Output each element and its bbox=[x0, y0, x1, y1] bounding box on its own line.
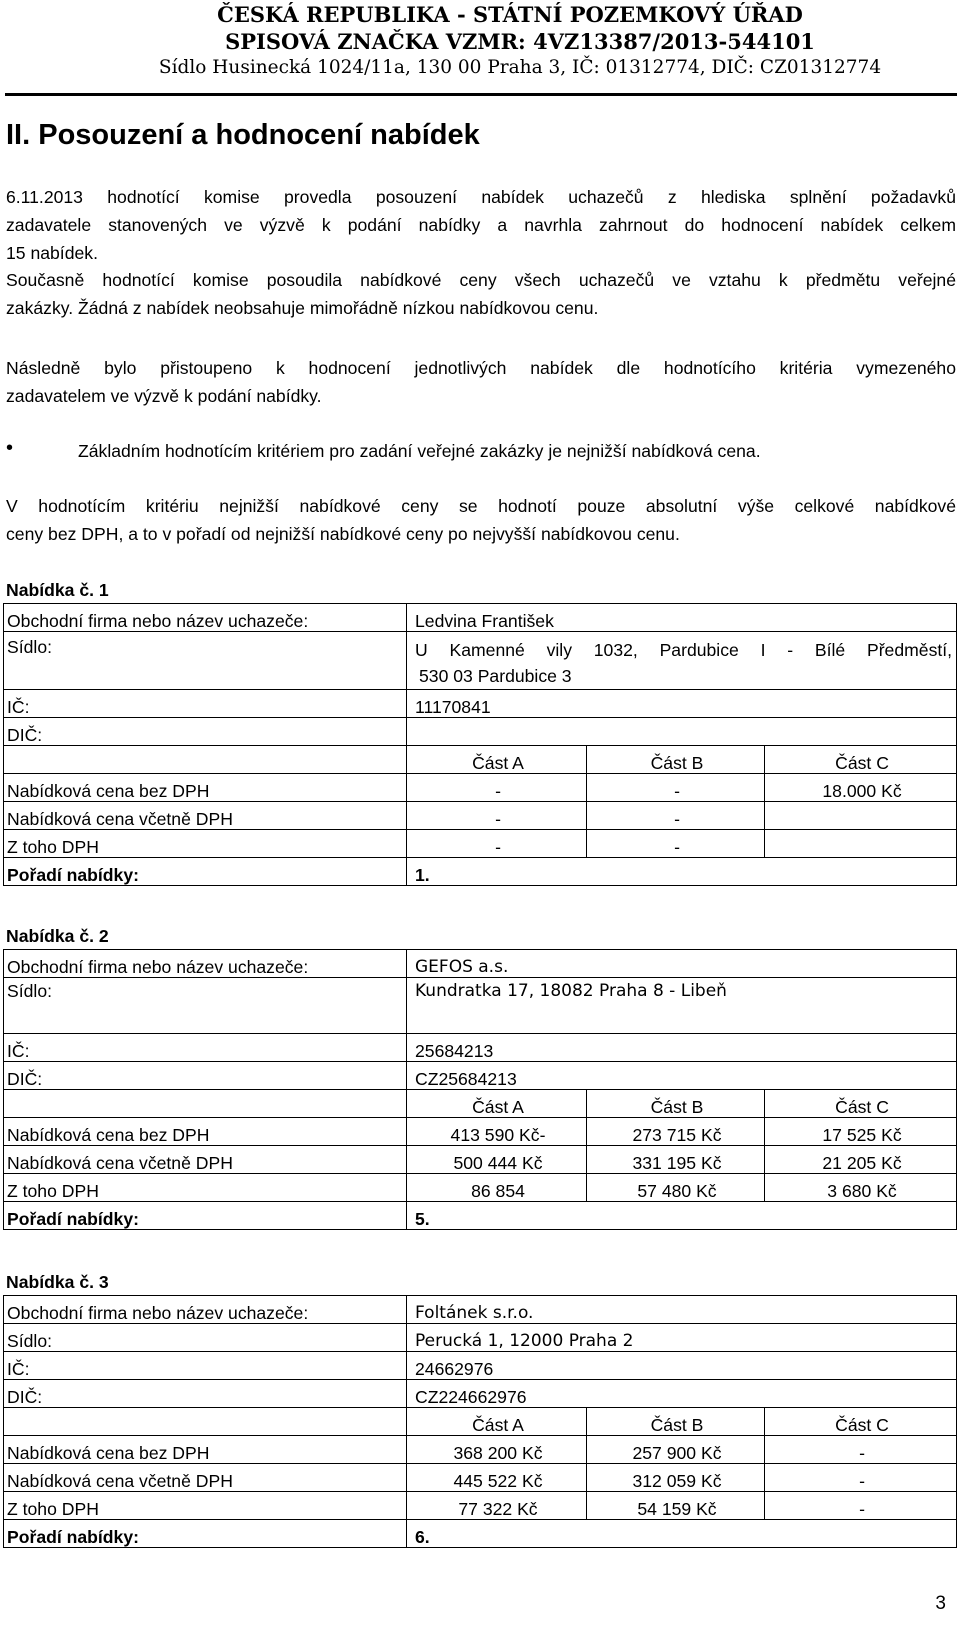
part-c-header: Část C bbox=[765, 746, 957, 774]
label-price-ex: Nabídková cena bez DPH bbox=[4, 1436, 407, 1464]
offer-rank: 1. bbox=[407, 858, 957, 886]
price-ex-a: 413 590 Kč- bbox=[407, 1118, 587, 1146]
offer-firm: Foltánek s.r.o. bbox=[407, 1296, 957, 1324]
offer-heading: Nabídka č. 1 bbox=[6, 580, 109, 600]
offer-dic bbox=[407, 718, 957, 746]
label-seat: Sídlo: bbox=[4, 978, 407, 1034]
label-rank: Pořadí nabídky: bbox=[4, 1202, 407, 1230]
label-price-ex: Nabídková cena bez DPH bbox=[4, 1118, 407, 1146]
label-vat: Z toho DPH bbox=[4, 1174, 407, 1202]
price-inc-b: 331 195 Kč bbox=[587, 1146, 765, 1174]
vat-a: 77 322 Kč bbox=[407, 1492, 587, 1520]
criterion-bullet: Základním hodnotícím kritériem pro zadání veřejné zakázky je nejnižší nabídková cena. bbox=[78, 441, 761, 461]
offer-table-2 bbox=[3, 949, 957, 1230]
paragraph-line: Současně hodnotící komise posoudila nabídkové ceny všech uchazečů ve vztahu k předmětu veřejné bbox=[6, 270, 956, 290]
page-number: 3 bbox=[935, 1593, 946, 1614]
offer-seat-line1: U Kamenné vily 1032, Pardubice I - Bílé Předměstí, bbox=[415, 640, 953, 660]
part-b-header: Část B bbox=[587, 1408, 765, 1436]
label-price-inc: Nabídková cena včetně DPH bbox=[4, 1464, 407, 1492]
price-inc-a: 445 522 Kč bbox=[407, 1464, 587, 1492]
part-c-header: Část C bbox=[765, 1408, 957, 1436]
offer-table-1 bbox=[3, 603, 957, 886]
part-a-header: Část A bbox=[407, 746, 587, 774]
price-ex-b: 273 715 Kč bbox=[587, 1118, 765, 1146]
label-rank: Pořadí nabídky: bbox=[4, 858, 407, 886]
offer-heading: Nabídka č. 3 bbox=[6, 1272, 109, 1292]
price-ex-a: 368 200 Kč bbox=[407, 1436, 587, 1464]
paragraph-line: 6.11.2013 hodnotící komise provedla posouzení nabídek uchazečů z hlediska splnění požadavků bbox=[6, 187, 956, 207]
header-file-number: SPISOVÁ ZNAČKA VZMR: 4VZ13387/2013-544101 bbox=[225, 29, 815, 54]
label-ic: IČ: bbox=[4, 690, 407, 718]
offer-ic: 25684213 bbox=[407, 1034, 957, 1062]
price-ex-b: - bbox=[587, 774, 765, 802]
paragraph-line: zakázky. Žádná z nabídek neobsahuje mimořádně nízkou nabídkovou cenu. bbox=[6, 298, 599, 318]
offer-dic: CZ224662976 bbox=[407, 1380, 957, 1408]
label-price-ex: Nabídková cena bez DPH bbox=[4, 774, 407, 802]
header-address: Sídlo Husinecká 1024/11a, 130 00 Praha 3, IČ: 01312774, DIČ: CZ01312774 bbox=[158, 57, 882, 78]
paragraph-line: zadavatele stanovených ve výzvě k podání nabídky a navrhla zahrnout do hodnocení nabídek celkem bbox=[6, 215, 956, 235]
offer-seat-line2: 530 03 Pardubice 3 bbox=[419, 666, 572, 686]
offer-firm: Ledvina František bbox=[407, 604, 957, 632]
part-c-header: Část C bbox=[765, 1090, 957, 1118]
vat-a: - bbox=[407, 830, 587, 858]
vat-c bbox=[765, 830, 957, 858]
part-b-header: Část B bbox=[587, 746, 765, 774]
part-b-header: Část B bbox=[587, 1090, 765, 1118]
blank-cell bbox=[4, 1090, 407, 1118]
label-rank: Pořadí nabídky: bbox=[4, 1520, 407, 1548]
paragraph-line: ceny bez DPH, a to v pořadí od nejnižší nabídkové ceny po nejvyšší nabídkovou cenu. bbox=[6, 524, 680, 544]
label-price-inc: Nabídková cena včetně DPH bbox=[4, 1146, 407, 1174]
vat-c: - bbox=[765, 1492, 957, 1520]
header-authority: ČESKÁ REPUBLIKA - STÁTNÍ POZEMKOVÝ ÚŘAD bbox=[217, 2, 803, 27]
label-price-inc: Nabídková cena včetně DPH bbox=[4, 802, 407, 830]
vat-a: 86 854 bbox=[407, 1174, 587, 1202]
label-dic: DIČ: bbox=[4, 718, 407, 746]
label-dic: DIČ: bbox=[4, 1062, 407, 1090]
offer-seat: Kundratka 17, 18082 Praha 8 - Libeň bbox=[407, 978, 957, 1034]
part-a-header: Část A bbox=[407, 1408, 587, 1436]
label-vat: Z toho DPH bbox=[4, 1492, 407, 1520]
label-ic: IČ: bbox=[4, 1034, 407, 1062]
vat-b: 54 159 Kč bbox=[587, 1492, 765, 1520]
label-ic: IČ: bbox=[4, 1352, 407, 1380]
label-seat: Sídlo: bbox=[4, 1324, 407, 1352]
price-ex-a: - bbox=[407, 774, 587, 802]
blank-cell bbox=[4, 746, 407, 774]
offer-rank: 6. bbox=[407, 1520, 957, 1548]
price-ex-c: 18.000 Kč bbox=[765, 774, 957, 802]
label-vat: Z toho DPH bbox=[4, 830, 407, 858]
bullet-icon: • bbox=[6, 437, 14, 459]
paragraph-line: 15 nabídek. bbox=[6, 243, 98, 263]
label-dic: DIČ: bbox=[4, 1380, 407, 1408]
section-title: II. Posouzení a hodnocení nabídek bbox=[6, 119, 480, 151]
price-ex-c: - bbox=[765, 1436, 957, 1464]
price-inc-c: - bbox=[765, 1464, 957, 1492]
vat-c: 3 680 Kč bbox=[765, 1174, 957, 1202]
offer-heading: Nabídka č. 2 bbox=[6, 926, 109, 946]
label-firm: Obchodní firma nebo název uchazeče: bbox=[4, 950, 407, 978]
price-ex-b: 257 900 Kč bbox=[587, 1436, 765, 1464]
offer-rank: 5. bbox=[407, 1202, 957, 1230]
vat-b: 57 480 Kč bbox=[587, 1174, 765, 1202]
offer-ic: 24662976 bbox=[407, 1352, 957, 1380]
header-divider bbox=[5, 93, 957, 96]
paragraph-line: V hodnotícím kritériu nejnižší nabídkové ceny se hodnotí pouze absolutní výše celkové nabídkové bbox=[6, 496, 956, 516]
part-a-header: Část A bbox=[407, 1090, 587, 1118]
offer-seat bbox=[407, 632, 957, 690]
offer-seat: Perucká 1, 12000 Praha 2 bbox=[407, 1324, 957, 1352]
offer-dic: CZ25684213 bbox=[407, 1062, 957, 1090]
label-seat: Sídlo: bbox=[4, 632, 407, 690]
price-inc-b: 312 059 Kč bbox=[587, 1464, 765, 1492]
offer-ic: 11170841 bbox=[407, 690, 957, 718]
label-firm: Obchodní firma nebo název uchazeče: bbox=[4, 1296, 407, 1324]
offer-table-3 bbox=[3, 1295, 957, 1548]
paragraph-line: zadavatelem ve výzvě k podání nabídky. bbox=[6, 386, 322, 406]
offer-firm: GEFOS a.s. bbox=[407, 950, 957, 978]
price-ex-c: 17 525 Kč bbox=[765, 1118, 957, 1146]
price-inc-c: 21 205 Kč bbox=[765, 1146, 957, 1174]
vat-b: - bbox=[587, 830, 765, 858]
paragraph-line: Následně bylo přistoupeno k hodnocení jednotlivých nabídek dle hodnotícího kritéria vymezeného bbox=[6, 358, 956, 378]
blank-cell bbox=[4, 1408, 407, 1436]
price-inc-b: - bbox=[587, 802, 765, 830]
price-inc-a: - bbox=[407, 802, 587, 830]
price-inc-c bbox=[765, 802, 957, 830]
price-inc-a: 500 444 Kč bbox=[407, 1146, 587, 1174]
label-firm: Obchodní firma nebo název uchazeče: bbox=[4, 604, 407, 632]
